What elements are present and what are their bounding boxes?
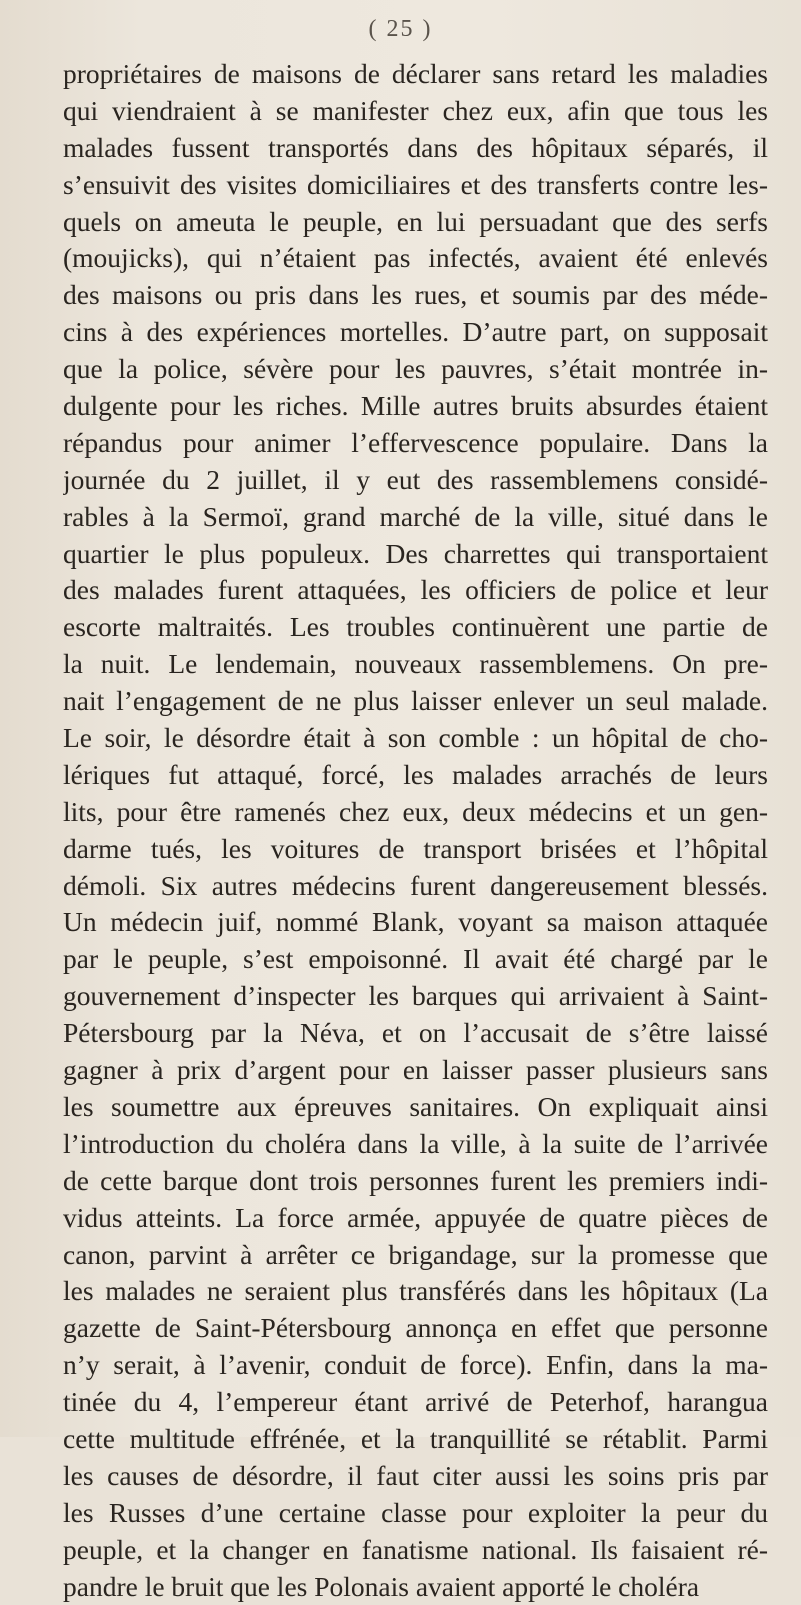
text-line: la nuit. Le lendemain, nouveaux rassemblemens. On pre- <box>63 648 768 680</box>
text-line: les soumettre aux épreuves sanitaires. On expliquait ainsi <box>63 1090 768 1122</box>
page-number: ( 25 ) <box>368 16 433 42</box>
text-line: démoli. Six autres médecins furent dangereusement blessés. <box>63 869 768 901</box>
text-line: gagner à prix d’argent pour en laisser passer plusieurs sans <box>63 1054 768 1086</box>
text-line: dulgente pour les riches. Mille autres bruits absurdes étaient <box>63 390 768 422</box>
text-line: cins à des expériences mortelles. D’autre part, on supposait <box>63 316 768 348</box>
text-line: gazette de Saint-Pétersbourg annonça en effet que personne <box>63 1312 768 1344</box>
text-line: les malades ne seraient plus transférés dans les hôpitaux (La <box>63 1275 768 1307</box>
text-line: gouvernement d’inspecter les barques qui arrivaient à Saint- <box>63 980 768 1012</box>
text-line: journée du 2 juillet, il y eut des rassemblemens considé- <box>63 463 768 495</box>
text-line: propriétaires de maisons de déclarer sans retard les maladies <box>63 58 768 89</box>
text-line: qui viendraient à se manifester chez eux, afin que tous les <box>63 94 768 126</box>
text-line: tinée du 4, l’empereur étant arrivé de Peterhof, harangua <box>63 1386 768 1418</box>
text-line: (moujicks), qui n’étaient pas infectés, avaient été enlevés <box>63 242 768 274</box>
text-line: lériques fut attaqué, forcé, les malades arrachés de leurs <box>63 758 768 790</box>
text-line: quels on ameuta le peuple, en lui persuadant que des serfs <box>63 205 768 237</box>
text-line: malades fussent transportés dans des hôpitaux séparés, il <box>63 131 768 163</box>
text-line: nait l’engagement de ne plus laisser enlever un seul malade. <box>63 685 768 717</box>
text-line: par le peuple, s’est empoisonné. Il avait été chargé par le <box>63 943 768 975</box>
text-line: canon, parvint à arrêter ce brigandage, sur la promesse que <box>63 1238 768 1270</box>
text-line: vidus atteints. La force armée, appuyée de quatre pièces de <box>63 1201 768 1233</box>
text-line: des malades furent attaquées, les officiers de police et leur <box>63 574 768 606</box>
text-line: Pétersbourg par la Néva, et on l’accusait de s’être laissé <box>63 1017 768 1049</box>
text-line: lits, pour être ramenés chez eux, deux médecins et un gen- <box>63 795 768 827</box>
text-line: darme tués, les voitures de transport brisées et l’hôpital <box>63 832 768 864</box>
text-line: peuple, et la changer en fanatisme national. Ils faisaient ré- <box>63 1533 768 1565</box>
text-line: escorte maltraités. Les troubles continuèrent une partie de <box>63 611 768 643</box>
text-line: que la police, sévère pour les pauvres, s’était montrée in- <box>63 353 768 385</box>
text-line: Un médecin juif, nommé Blank, voyant sa maison attaquée <box>63 906 768 938</box>
text-line: pandre le bruit que les Polonais avaient apporté le choléra <box>63 1570 700 1602</box>
text-line: n’y serait, à l’avenir, conduit de force). Enfin, dans la ma- <box>63 1349 768 1381</box>
text-line: cette multitude effrénée, et la tranquillité se rétablit. Parmi <box>63 1422 768 1454</box>
text-line: les Russes d’une certaine classe pour exploiter la peur du <box>63 1496 768 1528</box>
text-line: de cette barque dont trois personnes furent les premiers indi- <box>63 1164 768 1196</box>
body-text <box>63 56 768 1605</box>
text-line: rables à la Sermoï, grand marché de la ville, situé dans le <box>63 500 768 532</box>
text-line: Le soir, le désordre était à son comble : un hôpital de cho- <box>63 722 768 754</box>
text-line: s’ensuivit des visites domiciliaires et des transferts contre les- <box>63 168 768 200</box>
text-line: les causes de désordre, il faut citer aussi les soins pris par <box>63 1459 768 1491</box>
text-line: l’introduction du choléra dans la ville, à la suite de l’arrivée <box>63 1127 768 1159</box>
text-line: des maisons ou pris dans les rues, et soumis par des méde- <box>63 279 768 311</box>
text-line: répandus pour animer l’effervescence populaire. Dans la <box>63 426 768 458</box>
text-line: quartier le plus populeux. Des charrettes qui transportaient <box>63 537 768 569</box>
